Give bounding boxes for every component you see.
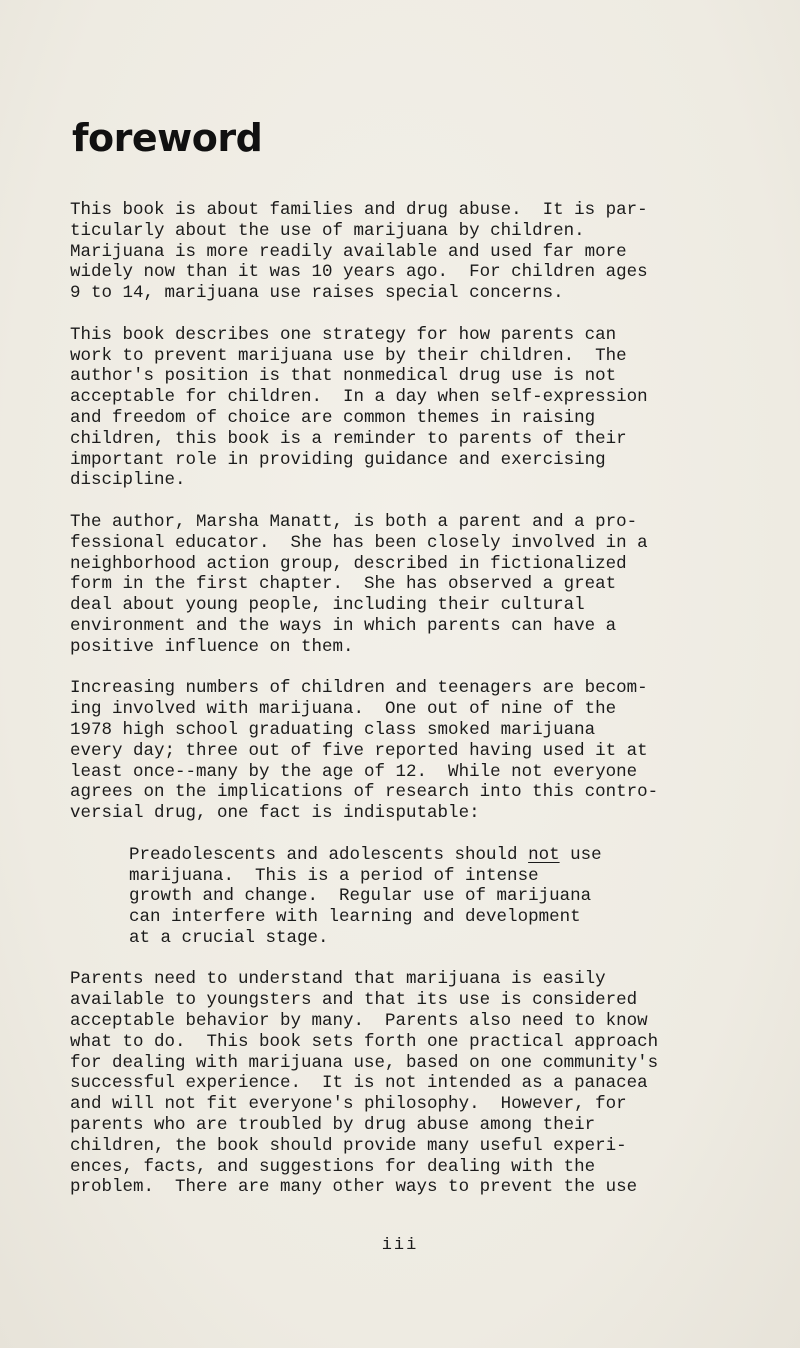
text-line: ticularly about the use of marijuana by children. — [70, 220, 585, 241]
text-line: for dealing with marijuana use, based on one community's — [70, 1052, 659, 1073]
text-line: parents who are troubled by drug abuse among their — [70, 1115, 596, 1136]
text-line: widely now than it was 10 years ago. For children ages — [70, 262, 648, 283]
text-line: Parents need to understand that marijuana is easily — [70, 969, 606, 990]
paragraph-2 — [70, 325, 770, 491]
text-line: problem. There are many other ways to prevent the use — [70, 1177, 638, 1198]
text-line: agrees on the implications of research into this contro- — [70, 782, 659, 803]
page-number: iii — [381, 1236, 419, 1255]
paragraph-3 — [70, 512, 770, 658]
text-line: can interfere with learning and development — [129, 907, 581, 928]
text-line: and freedom of choice are common themes in raising — [70, 407, 596, 428]
text-line: marijuana. This is a period of intense — [129, 865, 539, 886]
quote-first-line — [129, 845, 770, 866]
text-line: deal about young people, including their cultural — [70, 595, 585, 616]
quote-text: Preadolescents and adolescents should — [129, 844, 529, 865]
text-line: versial drug, one fact is indisputable: — [70, 803, 480, 824]
text-line: and will not fit everyone's philosophy. However, for — [70, 1094, 627, 1115]
text-line: ing involved with marijuana. One out of nine of the — [70, 699, 617, 720]
text-line: environment and the ways in which parents can have a — [70, 615, 617, 636]
text-line: ences, facts, and suggestions for dealing with the — [70, 1156, 596, 1177]
text-line: Marijuana is more readily available and used far more — [70, 241, 627, 262]
text-line: discipline. — [70, 470, 186, 491]
paragraph-1 — [70, 200, 770, 304]
text-line: 9 to 14, marijuana use raises special concerns. — [70, 283, 564, 304]
text-line: acceptable behavior by many. Parents also need to know — [70, 1011, 648, 1032]
block-quote — [129, 845, 770, 949]
page-title: foreword — [72, 116, 263, 160]
text-line: available to youngsters and that its use is considered — [70, 990, 638, 1011]
quote-text: use — [559, 844, 602, 865]
text-line: important role in providing guidance and exercising — [70, 449, 606, 470]
text-line: work to prevent marijuana use by their children. The — [70, 345, 627, 366]
text-line: author's position is that nonmedical drug use is not — [70, 366, 617, 387]
text-line: least once--many by the age of 12. While not everyone — [70, 761, 638, 782]
text-line: every day; three out of five reported having used it at — [70, 740, 648, 761]
text-line: children, the book should provide many useful experi- — [70, 1135, 627, 1156]
paragraph-4 — [70, 678, 770, 824]
text-line: what to do. This book sets forth one practical approach — [70, 1031, 659, 1052]
text-line: The author, Marsha Manatt, is both a parent and a pro- — [70, 511, 638, 532]
underlined-emphasis: not — [528, 844, 560, 865]
text-line: fessional educator. She has been closely involved in a — [70, 532, 648, 553]
text-line: This book is about families and drug abuse. It is par- — [70, 200, 648, 220]
text-line: acceptable for children. In a day when self-expression — [70, 387, 648, 408]
text-line: at a crucial stage. — [129, 927, 329, 948]
text-line: form in the first chapter. She has observed a great — [70, 574, 617, 595]
text-line: neighborhood action group, described in fictionalized — [70, 553, 627, 574]
paragraph-5 — [70, 969, 770, 1198]
text-line: Increasing numbers of children and teenagers are becom- — [70, 678, 648, 699]
text-line: children, this book is a reminder to parents of their — [70, 428, 627, 449]
text-line: successful experience. It is not intended as a panacea — [70, 1073, 648, 1094]
text-line: This book describes one strategy for how parents can — [70, 324, 617, 345]
body-text — [70, 200, 770, 1219]
text-line: positive influence on them. — [70, 636, 354, 657]
text-line: growth and change. Regular use of marijuana — [129, 886, 592, 907]
text-line: 1978 high school graduating class smoked marijuana — [70, 719, 596, 740]
